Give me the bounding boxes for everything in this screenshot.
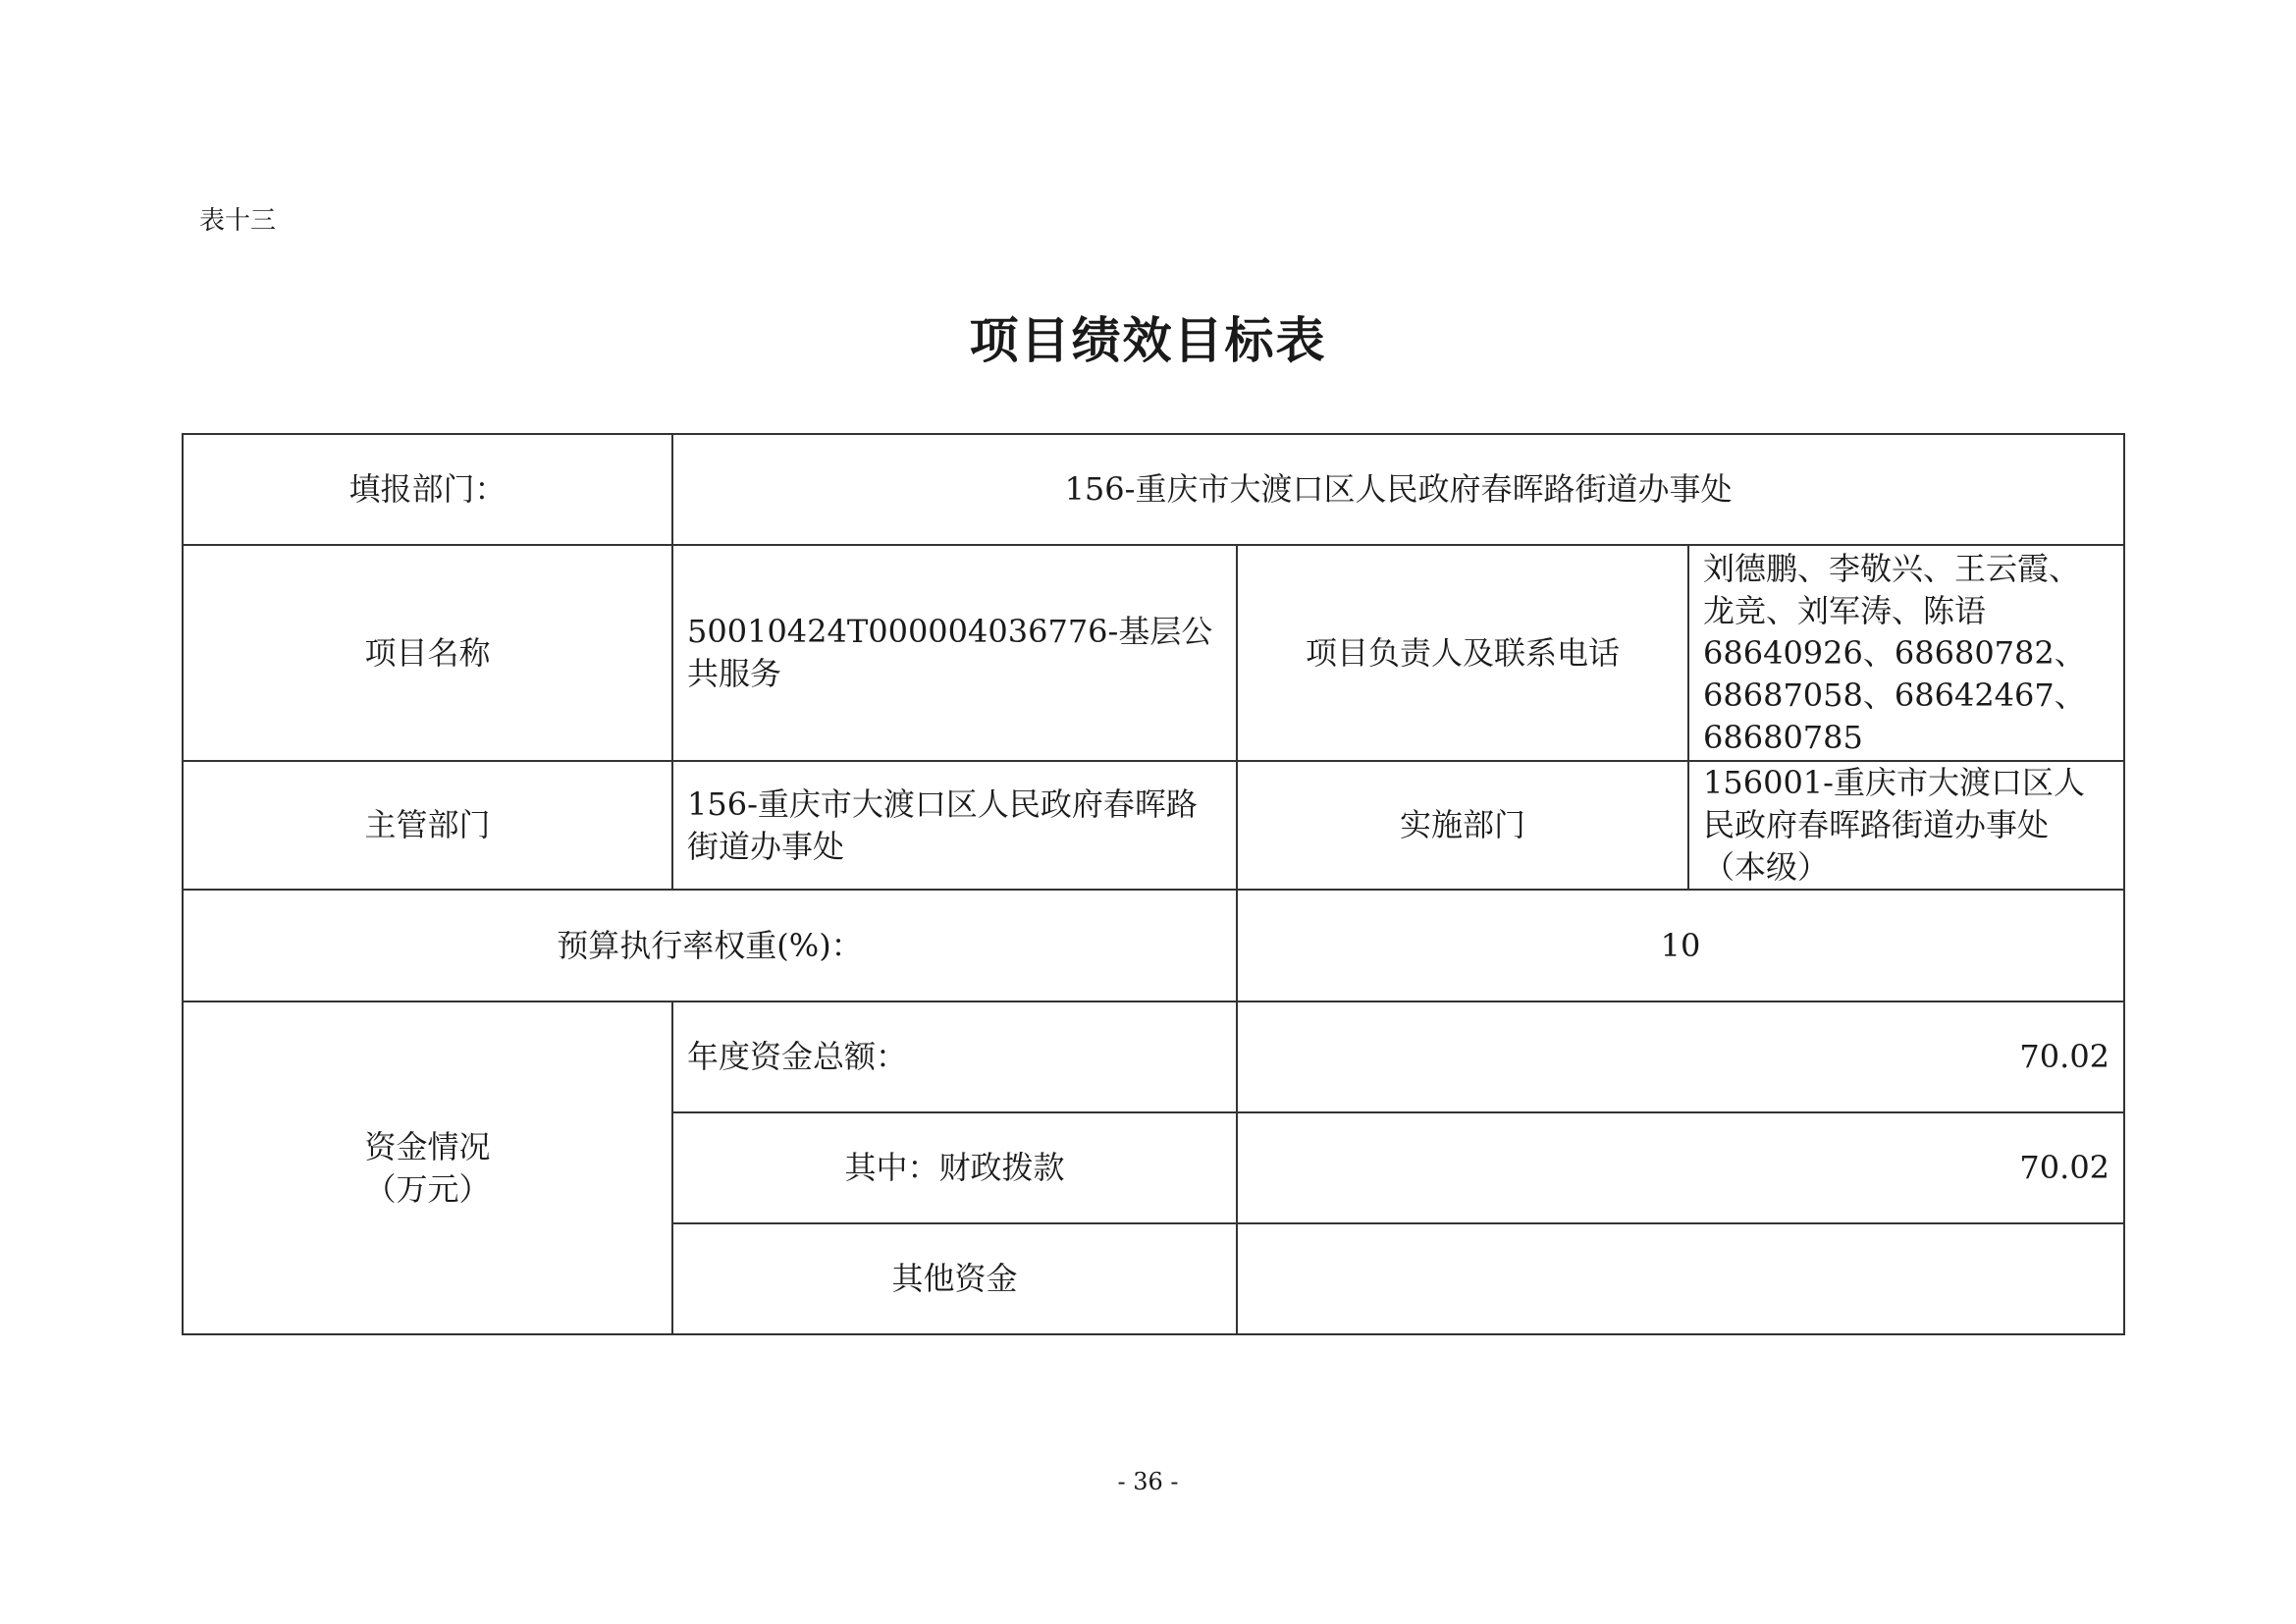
funds-label-line: 资金情况 xyxy=(364,1127,491,1165)
fill-dept-value: 156-重庆市大渡口区人民政府春晖路街道办事处 xyxy=(672,434,2124,545)
project-name-label: 项目名称 xyxy=(183,545,672,761)
table-row-annual-total xyxy=(183,1001,2124,1112)
fiscal-label: 其中：财政拨款 xyxy=(672,1112,1237,1223)
competent-dept-value: 156-重庆市大渡口区人民政府春晖路街道办事处 xyxy=(672,761,1237,890)
other-funds-value xyxy=(1237,1223,2124,1334)
project-leader-line: 68687058、68642467、 xyxy=(1703,676,2086,714)
project-name-value: 50010424T000004036776-基层公共服务 xyxy=(672,545,1237,761)
implementing-dept-label: 实施部门 xyxy=(1237,761,1688,890)
table-row-project xyxy=(183,545,2124,761)
annual-total-value: 70.02 xyxy=(1237,1001,2124,1112)
project-leader-line: 68680785 xyxy=(1703,718,1863,756)
table-label: 表十三 xyxy=(199,206,277,236)
table-row-fill-dept xyxy=(183,434,2124,545)
budget-weight-value: 10 xyxy=(1237,890,2124,1001)
funds-label-line: （万元） xyxy=(364,1169,491,1208)
performance-target-table xyxy=(182,433,2125,1335)
annual-total-label: 年度资金总额： xyxy=(672,1001,1237,1112)
table-row-budget-weight xyxy=(183,890,2124,1001)
competent-dept-label: 主管部门 xyxy=(183,761,672,890)
funds-label xyxy=(183,1001,672,1334)
project-leader-value xyxy=(1688,545,2124,761)
project-leader-line: 龙竞、刘军涛、陈语 xyxy=(1703,591,1987,629)
document-title: 项目绩效目标表 xyxy=(969,311,1327,369)
project-leader-line: 68640926、68680782、 xyxy=(1703,633,2086,672)
project-leader-label: 项目负责人及联系电话 xyxy=(1237,545,1688,761)
fiscal-value: 70.02 xyxy=(1237,1112,2124,1223)
implementing-dept-value: 156001-重庆市大渡口区人民政府春晖路街道办事处（本级） xyxy=(1688,761,2124,890)
budget-weight-label: 预算执行率权重(%)： xyxy=(183,890,1237,1001)
page-number: - 36 - xyxy=(1117,1468,1179,1495)
other-funds-label: 其他资金 xyxy=(672,1223,1237,1334)
project-leader-line: 刘德鹏、李敬兴、王云霞、 xyxy=(1703,549,2081,587)
fill-dept-label: 填报部门： xyxy=(183,434,672,545)
table-row-departments xyxy=(183,761,2124,890)
